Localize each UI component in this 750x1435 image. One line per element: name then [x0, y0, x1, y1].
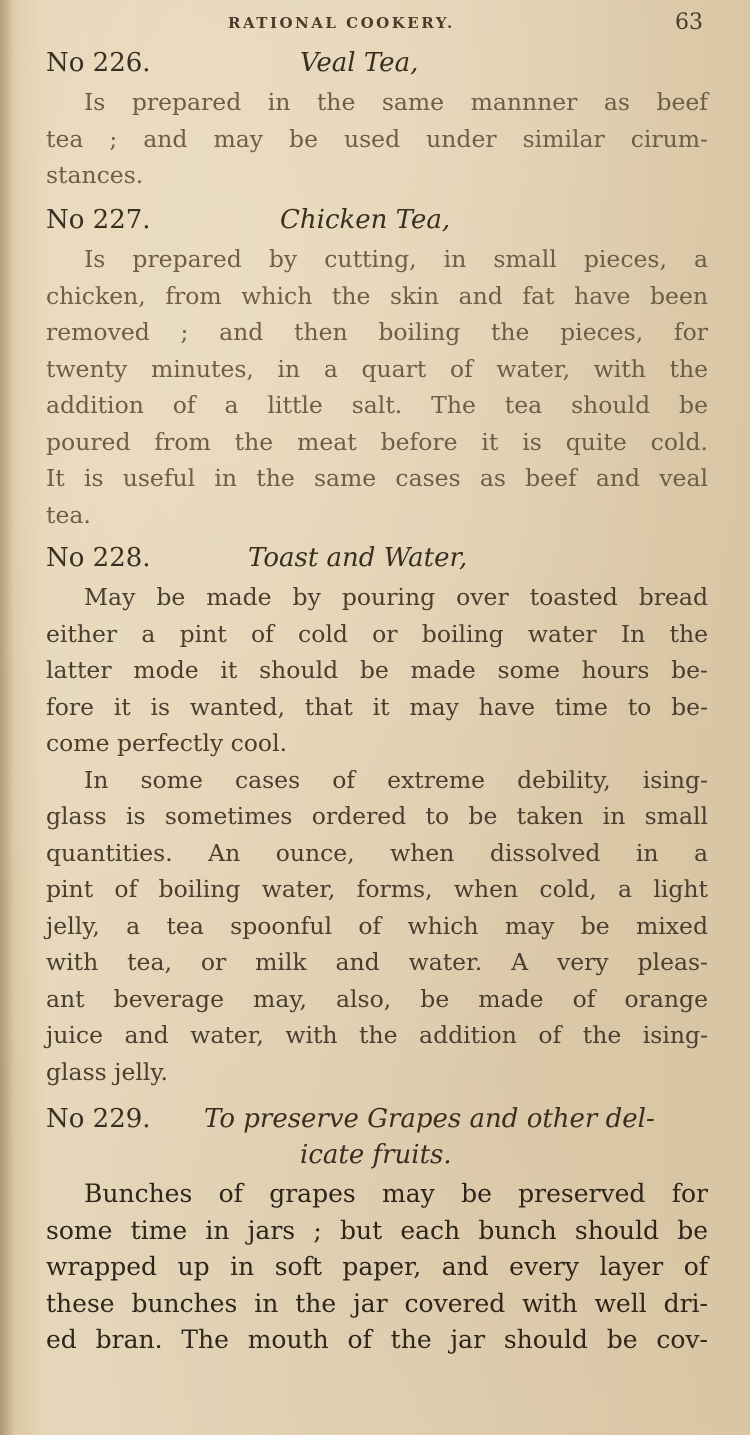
text-line: chicken, from which the skin and fat have been: [46, 281, 708, 310]
text-line: glass jelly.: [46, 1057, 169, 1086]
text-line: twenty minutes, in a quart of water, with the: [46, 354, 708, 383]
text-line: Is prepared by cutting, in small pieces, a: [84, 245, 708, 273]
recipe-228: [0, 543, 750, 1090]
recipe-title: Chicken Tea,: [280, 205, 451, 235]
recipe-heading: [0, 1104, 750, 1140]
page-number: 63: [675, 10, 703, 35]
text-line: Is prepared in the same mannner as beef: [84, 88, 708, 116]
text-line: pint of boiling water, forms, when cold, a light: [46, 875, 708, 903]
running-head-title: RATIONAL COOKERY.: [228, 14, 455, 32]
text-line: addition of a little salt. The tea should be: [46, 391, 708, 419]
text-line: glass is sometimes ordered to be taken in small: [46, 802, 708, 830]
recipe-title: Veal Tea,: [300, 48, 419, 78]
recipe-number: No 227.: [46, 205, 151, 235]
text-line: stances.: [46, 161, 144, 189]
text-line: these bunches in the jar covered with well dri-: [46, 1288, 708, 1318]
recipe-title-continued: [0, 1140, 750, 1176]
text-line: either a pint of cold or boiling water In the: [46, 619, 708, 648]
text-line: fore it is wanted, that it may have time to be-: [46, 692, 708, 721]
recipe-heading: [0, 543, 750, 579]
text-line: wrapped up in soft paper, and every layer of: [46, 1252, 708, 1281]
text-line: ed bran. The mouth of the jar should be cov-: [46, 1325, 708, 1354]
text-line: some time in jars ; but each bunch should be: [46, 1215, 708, 1245]
text-line: In some cases of extreme debility, ising-: [84, 765, 708, 794]
text-line: with tea, or milk and water. A very pleas-: [46, 948, 708, 976]
text-line: removed ; and then boiling the pieces, for: [46, 318, 708, 346]
text-line: juice and water, with the addition of the ising-: [46, 1021, 708, 1049]
recipe-title: Toast and Water,: [248, 543, 468, 573]
text-line: tea.: [46, 500, 91, 529]
recipe-227: [0, 205, 750, 533]
text-line: latter mode it should be made some hours be-: [46, 656, 708, 684]
text-line: poured from the meat before it is quite cold.: [46, 427, 708, 456]
running-head: [0, 10, 750, 40]
recipe-226: [0, 48, 750, 194]
recipe-title-line-2: icate fruits.: [300, 1140, 452, 1170]
text-line: It is useful in the same cases as beef and veal: [46, 464, 708, 492]
recipe-number: No 228.: [46, 543, 151, 573]
recipe-number: No 229.: [46, 1104, 151, 1134]
text-line: tea ; and may be used under similar cirum-: [46, 124, 708, 153]
text-line: May be made by pouring over toasted bread: [84, 583, 708, 611]
recipe-heading: [0, 48, 750, 84]
text-line: jelly, a tea spoonful of which may be mixed: [46, 911, 708, 940]
recipe-title: To preserve Grapes and other del-: [204, 1104, 655, 1134]
recipe-229: [0, 1104, 750, 1359]
text-line: Bunches of grapes may be preserved for: [84, 1179, 708, 1208]
recipe-number: No 226.: [46, 48, 151, 78]
text-line: ant beverage may, also, be made of orange: [46, 984, 708, 1013]
text-line: quantities. An ounce, when dissolved in a: [46, 838, 708, 867]
recipe-heading: [0, 205, 750, 241]
text-line: come perfectly cool.: [46, 729, 288, 757]
